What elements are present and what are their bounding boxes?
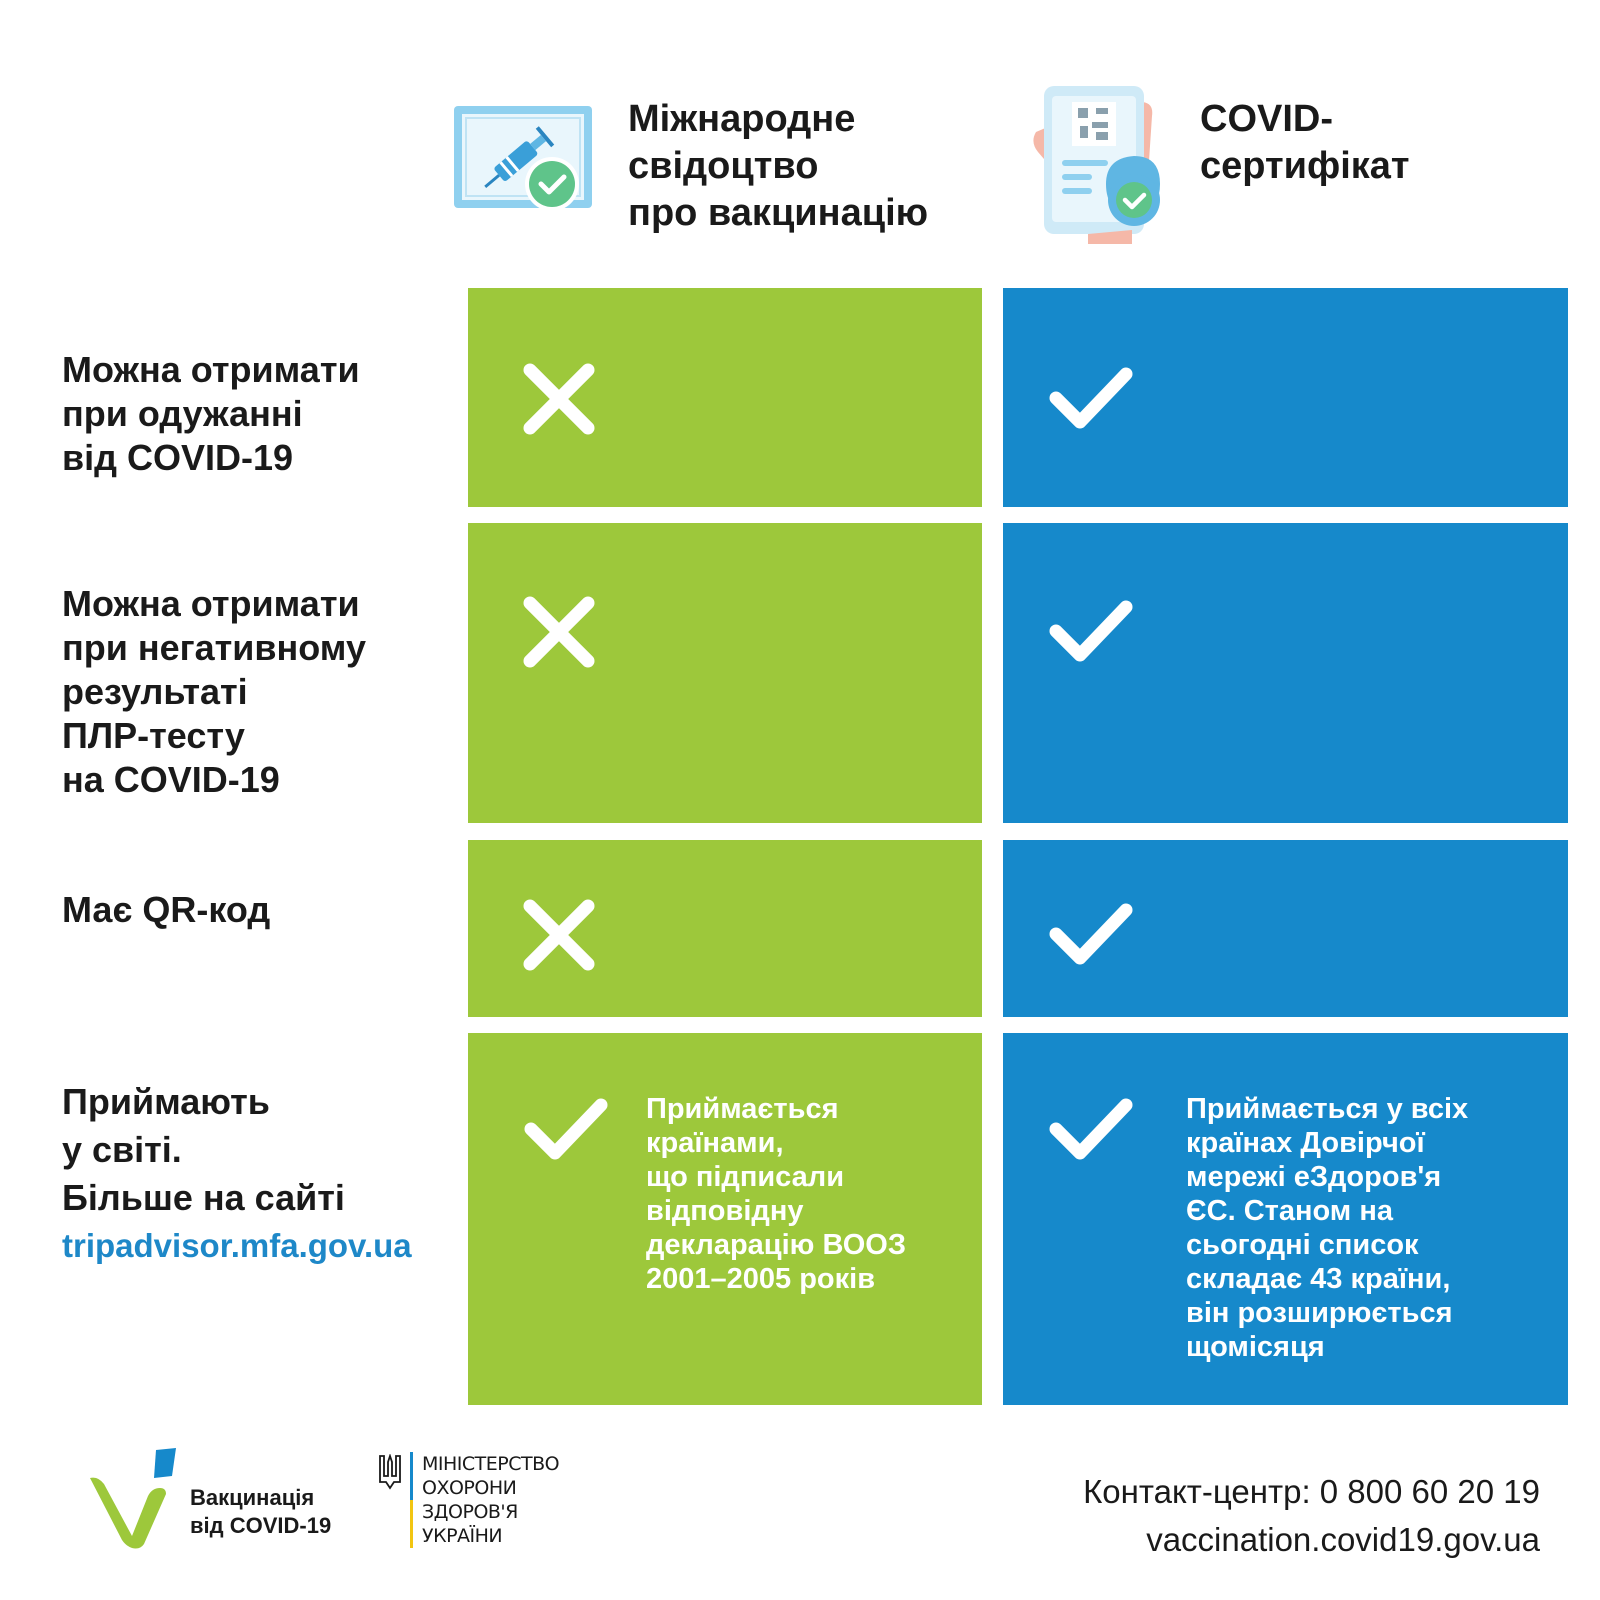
row-label-accepted-worldwide: Приймають у світі. Більше на сайті tripadvisor.mfa.gov.ua [62,1078,412,1270]
check-icon [1047,1085,1133,1171]
row1-col1-cell [468,288,982,507]
row-label-qr-code: Має QR-код [62,889,271,930]
vaccination-brand-text: Вакцинація від COVID-19 [190,1485,332,1538]
cross-icon [516,589,602,675]
check-icon [1047,890,1133,976]
row3-col1-cell [468,840,982,1017]
ministry-divider [410,1452,413,1548]
row4-col2-cell [1003,1033,1568,1405]
vaccination-v-logo-icon [88,1448,180,1550]
trident-icon [378,1454,402,1490]
row4-col1-cell [468,1033,982,1405]
contact-block [1083,1468,1540,1564]
check-icon [1047,587,1133,673]
header-col1-icon [452,104,594,212]
cross-icon [516,356,602,442]
vaccination-certificate-icon [452,104,594,212]
col2-acceptance-note: Приймається у всіх країнах Довірчої мережі еЗдоров'я ЄС. Станом на сьогодні список складає 43 країни, він розширюється щомісяця [1186,1093,1469,1363]
row3-col2-cell [1003,840,1568,1017]
row1-col2-cell [1003,288,1568,507]
tripadvisor-link[interactable]: tripadvisor.mfa.gov.ua [62,1227,412,1264]
cross-icon [516,892,602,978]
vaccination-logo [88,1448,180,1550]
row2-col1-cell [468,523,982,823]
header-col2-title: COVID- сертифікат [1200,98,1410,187]
check-icon [522,1085,608,1171]
contact-center-phone[interactable]: Контакт-центр: 0 800 60 20 19 [1083,1473,1540,1510]
row-label-pcr-test: Можна отримати при негативному результаті ПЛР-тесту на COVID-19 [62,583,366,800]
website-link[interactable]: vaccination.covid19.gov.ua [1146,1521,1540,1558]
row2-col2-cell [1003,523,1568,823]
header-col2-icon [1028,84,1174,244]
phone-qr-certificate-icon [1028,84,1174,244]
header-col1-title: Міжнародне свідоцтво про вакцинацію [628,98,929,234]
col1-acceptance-note: Приймається країнами, що підписали відповідну декларацію ВООЗ 2001–2005 років [646,1093,907,1295]
ministry-of-health-label: МІНІСТЕРСТВО ОХОРОНИ ЗДОРОВ'Я УКРАЇНИ [422,1453,560,1547]
ukraine-trident-emblem [378,1454,402,1490]
row-label-recovery: Можна отримати при одужанні від COVID-19 [62,349,360,478]
check-icon [1047,354,1133,440]
